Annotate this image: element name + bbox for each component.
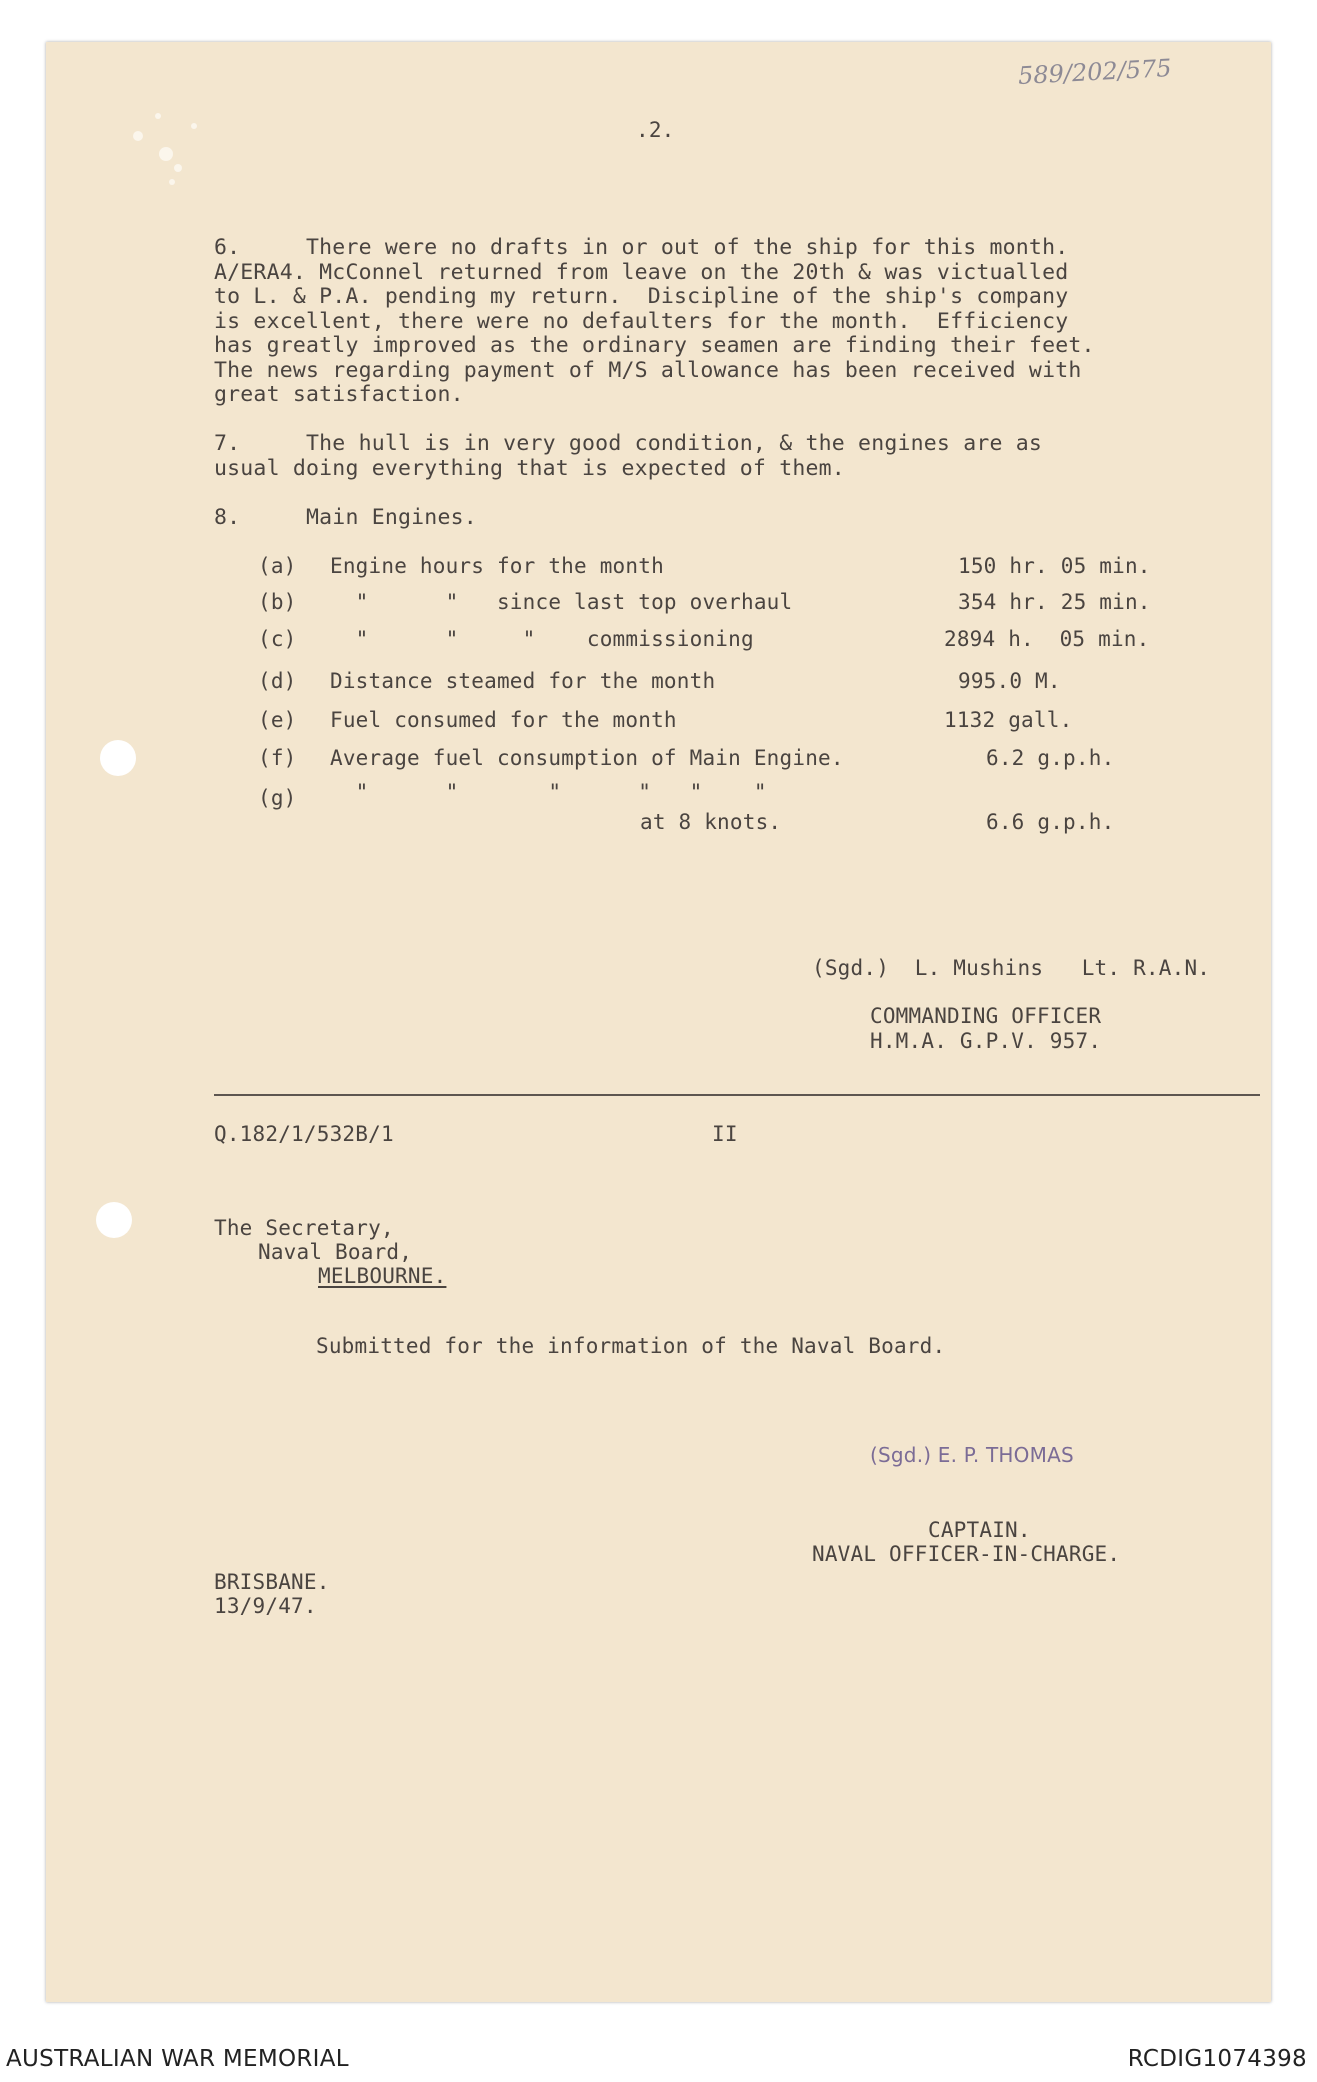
engine-row-desc: " " since last top overhaul <box>330 590 793 614</box>
engine-row-desc: " " " commissioning <box>330 627 754 651</box>
paragraph-8-heading: 8. Main Engines. <box>214 505 477 530</box>
engine-row-desc: Distance steamed for the month <box>330 669 716 693</box>
section-divider <box>214 1094 1260 1096</box>
engine-row-desc: Average fuel consumption of Main Engine. <box>330 746 844 770</box>
addressee-line-2: Naval Board, <box>258 1240 413 1264</box>
engine-row-value: 354 hr. 25 min. <box>958 590 1151 614</box>
addressee-line-3: MELBOURNE. <box>318 1264 447 1288</box>
submission-text: Submitted for the information of the Naval Board. <box>316 1334 946 1358</box>
captain-signature-stamp: (Sgd.) E. P. THOMAS <box>870 1443 1074 1467</box>
engine-row-value: 2894 h. 05 min. <box>944 627 1150 651</box>
paragraph-7: 7. The hull is in very good condition, & the engines are as usual doing everything that is expected of them. <box>214 431 1043 481</box>
punch-hole <box>100 740 136 776</box>
engine-row-label: (d) <box>258 669 297 693</box>
paper-damage-marks <box>118 96 228 206</box>
engine-row-g-value: 6.6 g.p.h. <box>986 810 1115 834</box>
engine-row-value: 6.2 g.p.h. <box>986 746 1115 770</box>
engine-row-label: (g) <box>258 786 297 810</box>
co-title-line-2: H.M.A. G.P.V. 957. <box>870 1029 1102 1053</box>
paragraph-6: 6. There were no drafts in or out of the ship for this month. A/ERA4. McConnel returned from leave on the 20th & was victualled to L. & P.A. pending my return. Discipline of the ship's company is excellent, there were no defaulters for the month. Efficiency has greatly improved as the ordinary seamen are finding their feet. The news regarding payment of M/S allowance has been received with great satisfaction. <box>214 235 1095 407</box>
engine-row-label: (b) <box>258 590 297 614</box>
engine-row-desc: " " " " " " <box>330 780 767 804</box>
engine-row-label: (c) <box>258 627 297 651</box>
punch-hole <box>96 1202 132 1238</box>
engine-row-value: 150 hr. 05 min. <box>958 554 1151 578</box>
footer-catalogue-id: RCDIG1074398 <box>1127 2046 1307 2072</box>
captain-title: CAPTAIN. <box>928 1518 1031 1542</box>
co-title-line-1: COMMANDING OFFICER <box>870 1004 1102 1028</box>
file-reference: Q.182/1/532B/1 <box>214 1122 394 1146</box>
engine-row-label: (a) <box>258 554 297 578</box>
engine-row-desc: Engine hours for the month <box>330 554 664 578</box>
engine-row-label: (f) <box>258 746 297 770</box>
place: BRISBANE. <box>214 1570 330 1594</box>
addressee-line-1: The Secretary, <box>214 1216 394 1240</box>
engine-row-label: (e) <box>258 708 297 732</box>
date: 13/9/47. <box>214 1594 317 1618</box>
engine-row-g-continuation: at 8 knots. <box>640 810 782 834</box>
archive-reference: 589/202/575 <box>1017 53 1173 91</box>
section-number: II <box>712 1122 738 1146</box>
co-signature: (Sgd.) L. Mushins Lt. R.A.N. <box>812 956 1211 980</box>
engine-row-value: 995.0 M. <box>958 669 1061 693</box>
page-number: .2. <box>636 118 675 142</box>
engine-row-value: 1132 gall. <box>944 708 1073 732</box>
footer-institution: AUSTRALIAN WAR MEMORIAL <box>6 2046 349 2072</box>
engine-row-desc: Fuel consumed for the month <box>330 708 677 732</box>
officer-title: NAVAL OFFICER-IN-CHARGE. <box>812 1542 1121 1566</box>
